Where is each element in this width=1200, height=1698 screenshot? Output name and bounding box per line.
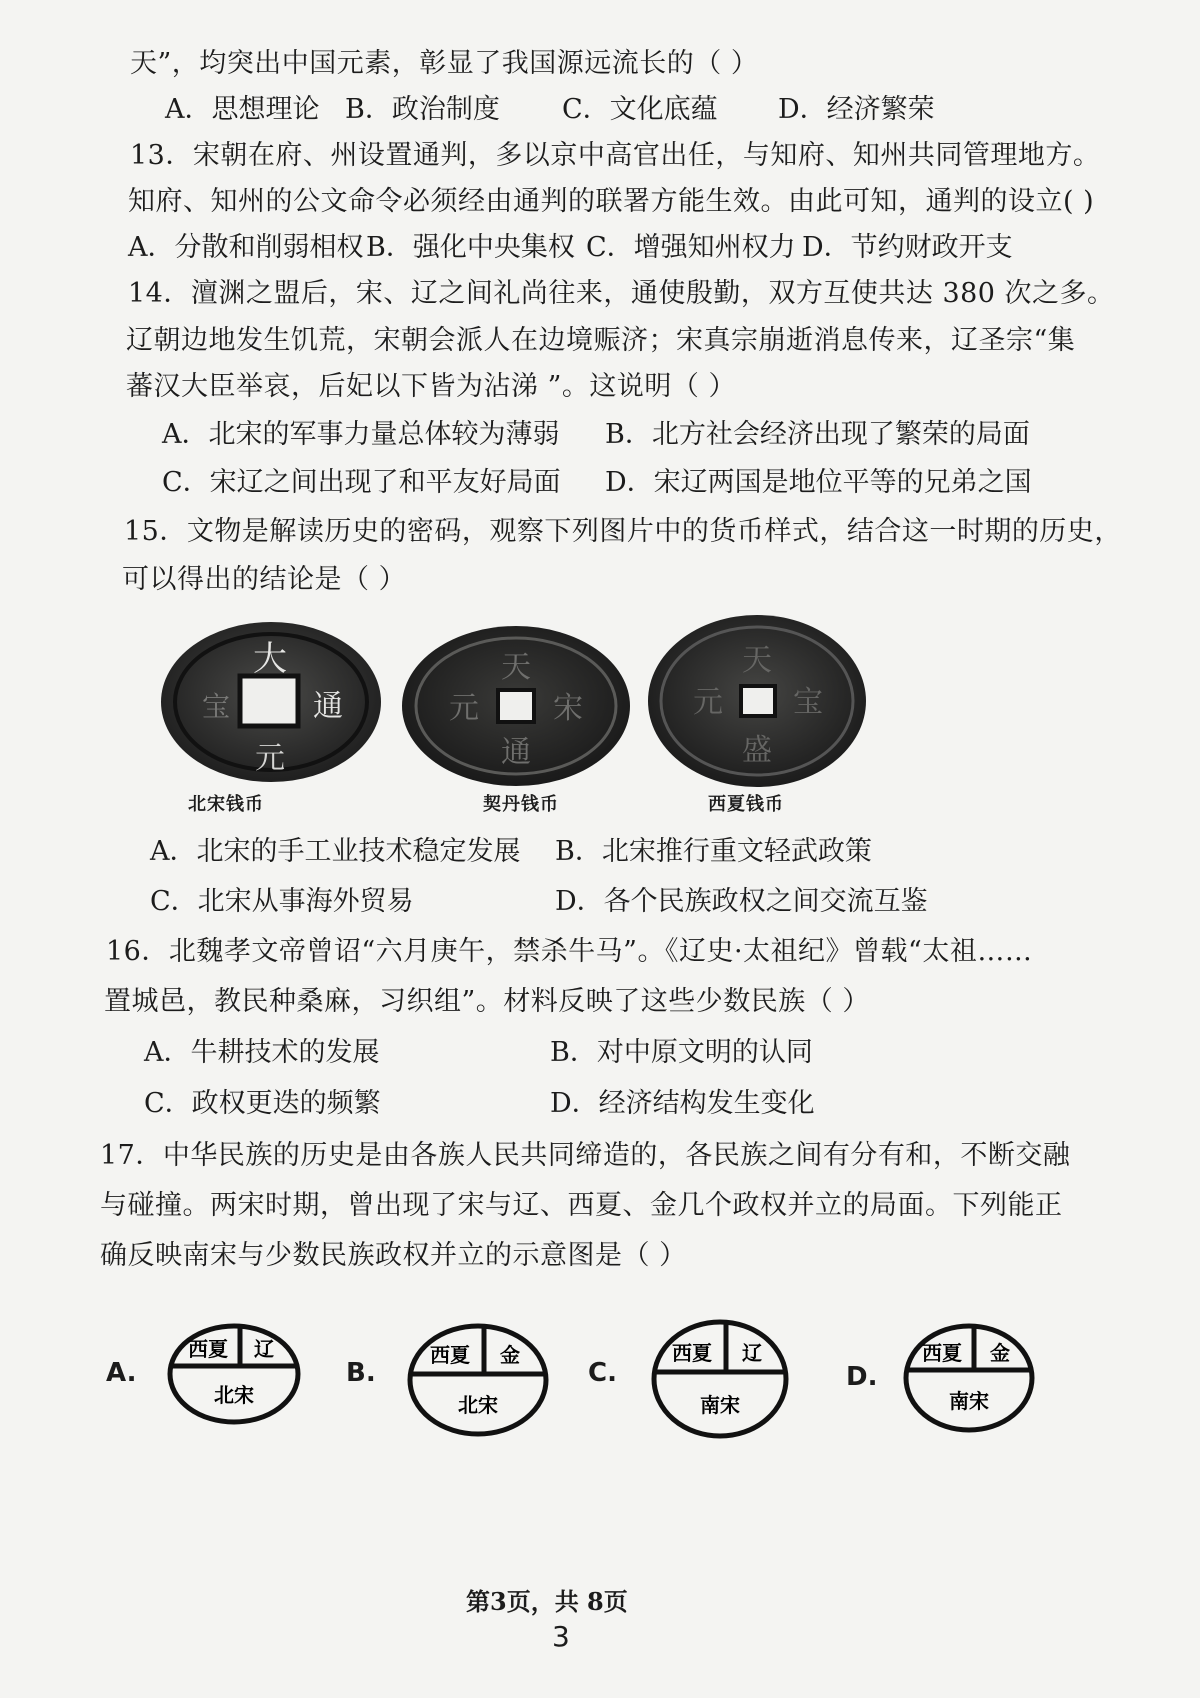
diagram-b-letter: B.	[346, 1358, 376, 1388]
q13-stem-line1: 13．宋朝在府、州设置通判，多以京中高官出任，与知府、知州共同管理地方。	[130, 140, 1101, 171]
q16-option-b: B．对中原文明的认同	[550, 1037, 813, 1068]
diagram-b-right: 金	[500, 1343, 520, 1367]
diagram-a-right: 辽	[254, 1337, 274, 1361]
q14-option-c: C．宋辽之间出现了和平友好局面	[162, 467, 561, 498]
diagram-b	[406, 1322, 550, 1438]
diagram-d-left: 西夏	[922, 1341, 962, 1365]
coin1-char-top: 大	[253, 639, 287, 679]
q15-stem-line2: 可以得出的结论是（ ）	[122, 564, 407, 595]
diagram-d	[902, 1322, 1036, 1434]
diagram-a-bottom: 北宋	[214, 1383, 254, 1407]
coin3-char-right: 宝	[793, 685, 823, 720]
diagram-d-letter: D.	[846, 1362, 878, 1392]
coin3-char-top: 天	[742, 643, 772, 678]
q14-option-d: D．宋辽两国是地位平等的兄弟之国	[605, 467, 1032, 498]
coin1-char-left: 宝	[201, 690, 231, 723]
coin-khitan	[400, 622, 632, 790]
coin1-char-right: 通	[313, 689, 343, 724]
coin2-caption: 契丹钱币	[483, 794, 559, 815]
page-label: 第3页，共 8页	[466, 1587, 628, 1616]
q14-stem-line2: 辽朝边地发生饥荒，宋朝会派人在边境赈济；宋真宗崩逝消息传来，辽圣宗“集	[126, 325, 1076, 356]
q16-stem-line2: 置城邑，教民种桑麻，习织组”。材料反映了这些少数民族（ ）	[104, 986, 870, 1017]
q12-option-c: C．文化底蕴	[562, 94, 718, 125]
diagram-d-right: 金	[990, 1341, 1010, 1365]
diagram-c-bottom: 南宋	[700, 1393, 740, 1417]
coin2-char-right: 宋	[553, 691, 583, 726]
coin2-char-top: 天	[501, 650, 531, 685]
diagram-c-left: 西夏	[672, 1341, 712, 1365]
q14-option-b: B．北方社会经济出现了繁荣的局面	[605, 419, 1030, 450]
q13-option-b: B．强化中央集权	[366, 232, 575, 263]
diagram-b-left: 西夏	[430, 1343, 470, 1367]
q15-stem-line1: 15．文物是解读历史的密码，观察下列图片中的货币样式，结合这一时期的历史，	[124, 516, 1122, 547]
q14-stem-line1: 14．澶渊之盟后，宋、辽之间礼尚往来，通使殷勤，双方互使共达 380 次之多。	[128, 278, 1115, 309]
coin-western-xia	[646, 612, 868, 790]
diagram-a	[166, 1322, 302, 1426]
q16-option-a: A．牛耕技术的发展	[144, 1037, 380, 1068]
coin2-char-left: 元	[449, 691, 479, 726]
q12-option-d: D．经济繁荣	[778, 94, 935, 125]
q13-option-d: D．节约财政开支	[802, 232, 1013, 263]
q17-stem-line1: 17．中华民族的历史是由各族人民共同缔造的，各民族之间有分有和，不断交融	[100, 1140, 1071, 1171]
q13-stem-line2: 知府、知州的公文命令必须经由通判的联署方能生效。由此可知，通判的设立( )	[128, 186, 1095, 217]
coin-northern-song	[158, 618, 384, 786]
diagram-a-letter: A.	[106, 1358, 137, 1388]
coin1-char-bottom: 元	[255, 741, 285, 776]
coin3-char-left: 元	[693, 685, 723, 720]
q16-stem-line1: 16．北魏孝文帝曾诏“六月庚午，禁杀牛马”。《辽史·太祖纪》曾载“太祖……	[106, 936, 1033, 967]
coin3-char-bottom: 盛	[742, 733, 772, 768]
diagram-c	[650, 1318, 790, 1440]
diagram-c-letter: C.	[588, 1358, 617, 1388]
q15-option-a: A．北宋的手工业技术稳定发展	[150, 836, 521, 867]
coin3-caption: 西夏钱币	[708, 794, 784, 815]
diagram-b-bottom: 北宋	[458, 1393, 498, 1417]
page-number: 3	[552, 1620, 570, 1653]
q13-option-a: A．分散和削弱相权	[128, 232, 364, 263]
coin1-caption: 北宋钱币	[188, 794, 264, 815]
q12-tail: 天”，均突出中国元素，彰显了我国源远流长的（ ）	[130, 48, 759, 79]
diagram-d-bottom: 南宋	[949, 1389, 989, 1413]
q17-stem-line3: 确反映南宋与少数民族政权并立的示意图是（ ）	[100, 1240, 687, 1271]
q15-option-b: B．北宋推行重文轻武政策	[555, 836, 872, 867]
q13-option-c: C．增强知州权力	[586, 232, 796, 263]
q16-option-d: D．经济结构发生变化	[550, 1088, 815, 1119]
q15-option-d: D．各个民族政权之间交流互鉴	[555, 886, 928, 917]
q17-stem-line2: 与碰撞。两宋时期，曾出现了宋与辽、西夏、金几个政权并立的局面。下列能正	[100, 1190, 1063, 1221]
q12-option-a: A．思想理论	[165, 94, 320, 125]
diagram-c-right: 辽	[742, 1341, 762, 1365]
diagram-a-left: 西夏	[188, 1337, 228, 1361]
q14-stem-line3: 蕃汉大臣举哀，后妃以下皆为沾涕 ”。这说明（ ）	[126, 371, 736, 402]
q14-option-a: A．北宋的军事力量总体较为薄弱	[162, 419, 560, 450]
coin2-char-bottom: 通	[501, 735, 531, 770]
q16-option-c: C．政权更迭的频繁	[144, 1088, 381, 1119]
q12-option-b: B．政治制度	[345, 94, 500, 125]
q15-option-c: C．北宋从事海外贸易	[150, 886, 414, 917]
